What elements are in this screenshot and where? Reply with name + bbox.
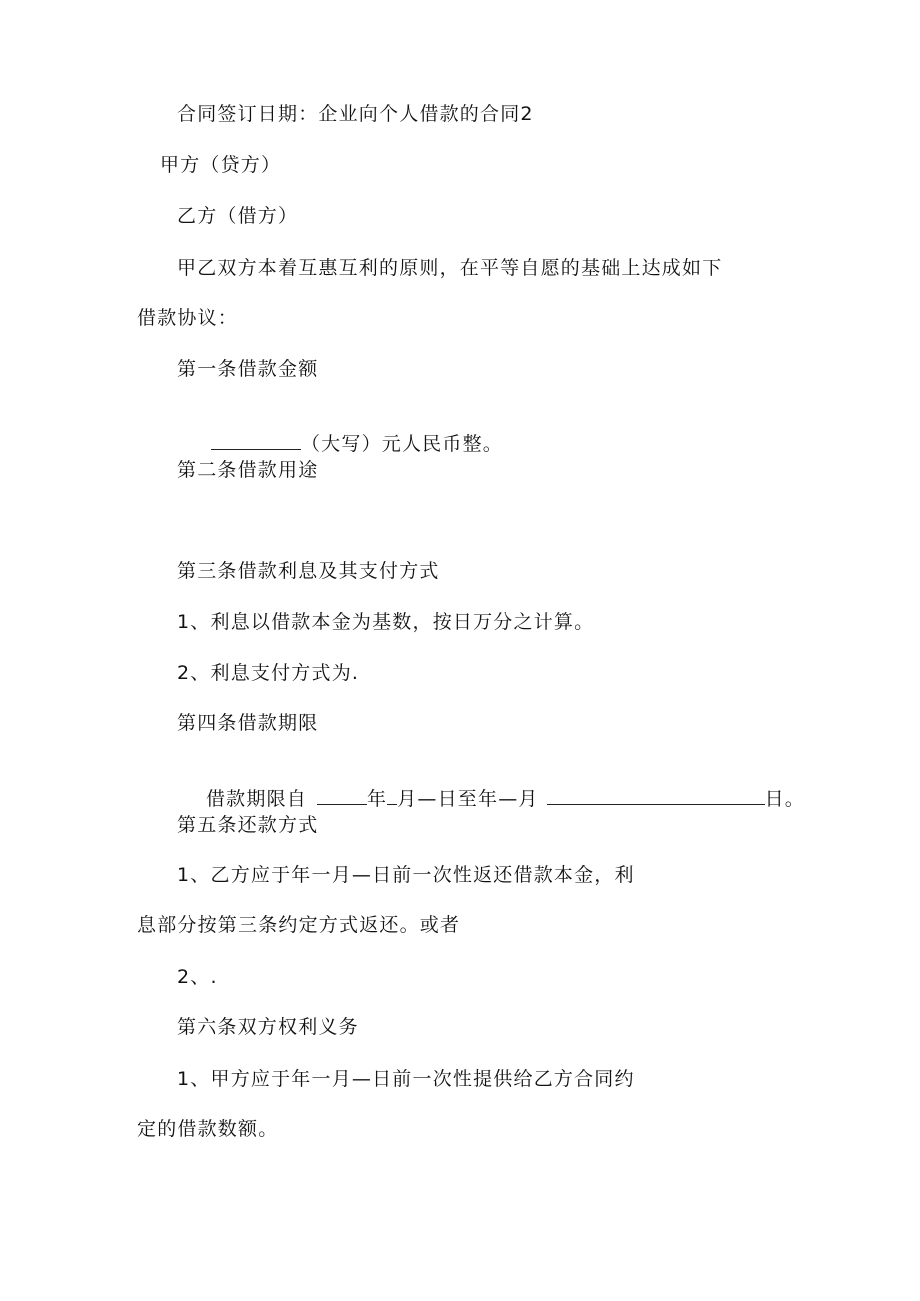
rights-clause-1a: 1、甲方应于年一月—日前一次性提供给乙方合同约 — [177, 1068, 635, 1090]
repayment-clause-1b: 息部分按第三条约定方式返还。或者 — [137, 914, 461, 936]
contract-title-line: 合同签订日期：企业向个人借款的合同2 — [177, 103, 534, 125]
interest-clause-1: 1、利息以借款本金为基数，按日万分之计算。 — [177, 611, 595, 633]
term-year-text: 年 — [366, 788, 388, 810]
term-prefix: 借款期限自 — [205, 788, 307, 810]
article-3-heading: 第三条借款利息及其支付方式 — [177, 560, 440, 582]
term-suffix: 日。 — [764, 788, 805, 810]
repayment-clause-1a: 1、乙方应于年一月—日前一次性返还借款本金，利 — [177, 864, 635, 886]
interest-clause-2: 2、利息支付方式为. — [177, 662, 360, 684]
article-5-heading: 第五条还款方式 — [177, 814, 319, 836]
article-6-heading: 第六条双方权利义务 — [177, 1016, 359, 1038]
term-month-blank — [387, 786, 397, 805]
repayment-clause-2: 2、. — [177, 966, 218, 988]
term-end-blank — [547, 786, 765, 805]
amount-blank — [211, 431, 301, 450]
preamble-line-1: 甲乙双方本着互惠互利的原则，在平等自愿的基础上达成如下 — [177, 257, 723, 279]
party-a-label: 甲方（贷方） — [160, 154, 282, 176]
party-b-label: 乙方（借方） — [177, 205, 299, 227]
article-4-heading: 第四条借款期限 — [177, 712, 319, 734]
preamble-line-2: 借款协议： — [137, 307, 239, 329]
term-year-blank — [317, 786, 367, 805]
article-2-heading: 第二条借款用途 — [177, 459, 319, 481]
term-range-text: 月—日至年—月 — [397, 788, 539, 810]
article-1-heading: 第一条借款金额 — [177, 358, 319, 380]
rights-clause-1b: 定的借款数额。 — [137, 1118, 279, 1140]
amount-text: （大写）元人民币整。 — [300, 433, 503, 455]
